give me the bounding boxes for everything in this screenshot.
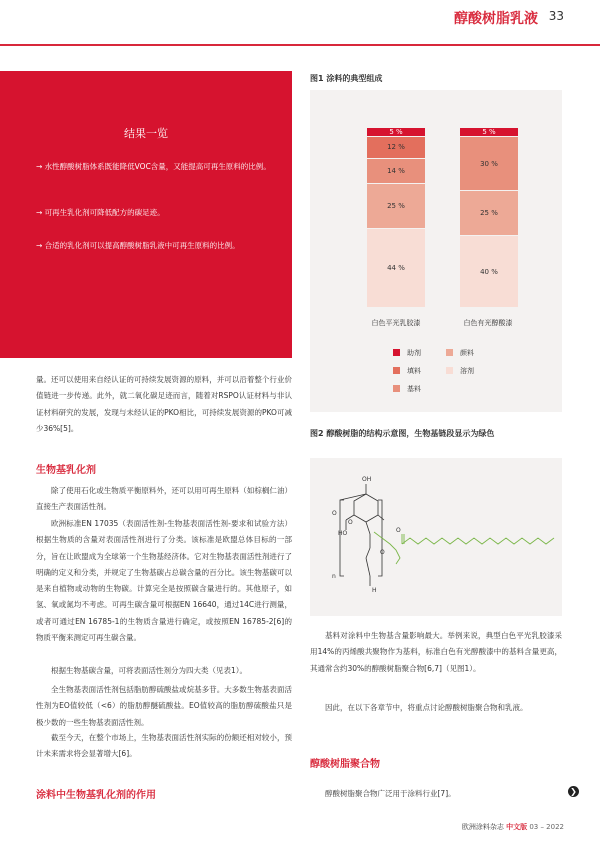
legend-swatch — [393, 385, 400, 392]
issue-label: 03 – 2022 — [529, 823, 564, 831]
body-paragraph: 截至今天，在整个市场上，生物基表面活性剂实际的份额还相对较小，预计未来需求将会显著增大[6]。 — [36, 733, 292, 759]
body-paragraph: 因此，在以下各章节中，将重点讨论醇酸树脂聚合物和乳液。 — [325, 703, 528, 712]
benzene-ring — [354, 494, 378, 522]
body-paragraph: 醇酸树脂聚合物广泛用于涂料行业[7]。 — [325, 789, 456, 798]
section-heading: 醇酸树脂聚合物 — [310, 759, 380, 770]
data-label: 44 % — [387, 263, 405, 272]
atom-o: O — [348, 519, 353, 526]
figure-caption: 图2 醇酸树脂的结构示意图，生物基链段显示为绿色 — [310, 429, 495, 438]
bar-segment — [367, 159, 425, 183]
body-paragraph: 根据生物基碳含量，可将表面活性剂分为四大类（见表1）。 — [51, 666, 248, 675]
section-heading: 涂料中生物基乳化剂的作用 — [36, 790, 156, 801]
footer — [462, 822, 564, 832]
fatty-acid-chain — [402, 538, 554, 544]
data-label: 30 % — [480, 159, 498, 168]
summary-item: → 可再生乳化剂可降低配方的碳足迹。 — [36, 208, 165, 217]
body-paragraph: 量。还可以使用来自经认证的可持续发展资源的原料，并可以沿着整个行业价值链进一步传递。此外，就二氧化碳足迹而言，随着对RSPO认证材料与非认证材料研究的发展，发现与未经认证的PKO相比，可持续发展资源的PKO可减少36%[5]。 — [36, 375, 292, 433]
bar-segment — [460, 191, 518, 235]
x-tick-label: 白色平光乳胶漆 — [371, 319, 421, 327]
body-paragraph: 欧洲标准EN 17035（表面活性剂-生物基表面活性剂-要求和试验方法）根据生物质的含量对表面活性剂进行了分类。该标准是欧盟总体目标的一部分，旨在让欧盟成为全球第一个生物基经济体。它对生物基表面活性剂进行了明确的定义和分类，并规定了生物基碳占总碳含量的百分比。该生物基碳可以是来自植物或动物的生物碳。计算完全是按照碳含量进行的。其他原子，如氢、氧或氮均不考虑。可再生碳含量可根据EN 16640，通过14C进行测量，或者可通过EN 16785-1的生物质含量进行确定，或按照EN 16785-2[6]的物质平衡来测定可再生碳含量。 — [36, 519, 292, 643]
legend-swatch — [446, 349, 453, 356]
summary-item: → 水性醇酸树脂体系既能降低VOC含量，又能提高可再生原料的比例。 — [36, 162, 271, 171]
legend-swatch — [393, 367, 400, 374]
header-rule — [0, 44, 600, 46]
running-header-title: 醇酸树脂乳液 — [454, 11, 538, 27]
atom-o: O — [380, 549, 385, 556]
figure-1-panel — [310, 90, 562, 412]
atom-h: H — [372, 587, 377, 594]
summary-title: 结果一览 — [124, 127, 168, 140]
legend-label: 基料 — [407, 385, 421, 393]
legend-label: 溶剂 — [460, 367, 474, 375]
alkyd-structure-diagram — [310, 458, 562, 616]
page-number: 33 — [548, 9, 564, 23]
body-paragraph: 全生物基表面活性剂包括脂肪醇硫酸盐或烷基多苷。大多数生物基表面活性剂为EO值较低（<6）的脂肪醇醚硫酸盐。EO值较高的脂肪醇硫酸盐只是极少数的一些生物基表面活性剂。 — [36, 685, 292, 727]
legend-label: 填料 — [407, 367, 421, 375]
figure-caption: 图1 涂料的典型组成 — [310, 74, 383, 83]
atom-ho: HO — [338, 530, 348, 537]
body-paragraph: 除了使用石化或生物质平衡原料外，还可以用可再生原料（如棕榈仁油）直接生产表面活性剂。 — [36, 486, 292, 512]
bar-segment — [460, 137, 518, 190]
bar-segment — [460, 128, 518, 136]
data-label: 25 % — [480, 209, 498, 217]
figure-2-panel — [310, 458, 562, 616]
x-tick-label: 白色有光醇酸漆 — [463, 319, 513, 327]
body-paragraph: 基料对涂料中生物基含量影响最大。举例来说，典型白色平光乳胶漆采用14%的丙烯酸共聚物作为基料，标准白色有光醇酸漆中的基料含量更高，其通常含约30%的醇酸树脂聚合物[6,7]（见图1）。 — [310, 631, 562, 673]
data-label: 25 % — [387, 201, 405, 210]
legend-swatch — [393, 349, 400, 356]
bio-based-link — [374, 532, 400, 564]
atom-oh: OH — [362, 476, 372, 483]
summary-box — [0, 71, 292, 358]
data-label: 14 % — [387, 166, 405, 175]
bar-segment — [367, 137, 425, 158]
bar-segment — [367, 229, 425, 307]
left-bracket — [340, 500, 344, 576]
data-label: 5 % — [482, 128, 496, 136]
summary-item: → 合适的乳化剂可以提高醇酸树脂乳液中可再生原料的比例。 — [36, 241, 240, 250]
data-label: 5 % — [389, 128, 403, 136]
legend-swatch — [446, 367, 453, 374]
data-label: 40 % — [480, 267, 498, 276]
magazine-name: 欧洲涂料杂志 — [461, 823, 504, 831]
section-heading: 生物基乳化剂 — [36, 465, 96, 476]
bar-segment — [460, 236, 518, 307]
repeat-unit-n: n — [332, 573, 336, 580]
edition-label: 中文版 — [506, 823, 528, 831]
next-page-icon[interactable]: ❯ — [568, 786, 579, 797]
atom-o: O — [332, 510, 337, 517]
data-label: 12 % — [387, 143, 405, 152]
bar-segment — [367, 184, 425, 228]
atom-o: O — [396, 527, 401, 534]
bar-segment — [367, 128, 425, 136]
legend-label: 颜料 — [460, 349, 474, 357]
legend-label: 助剂 — [407, 349, 421, 357]
